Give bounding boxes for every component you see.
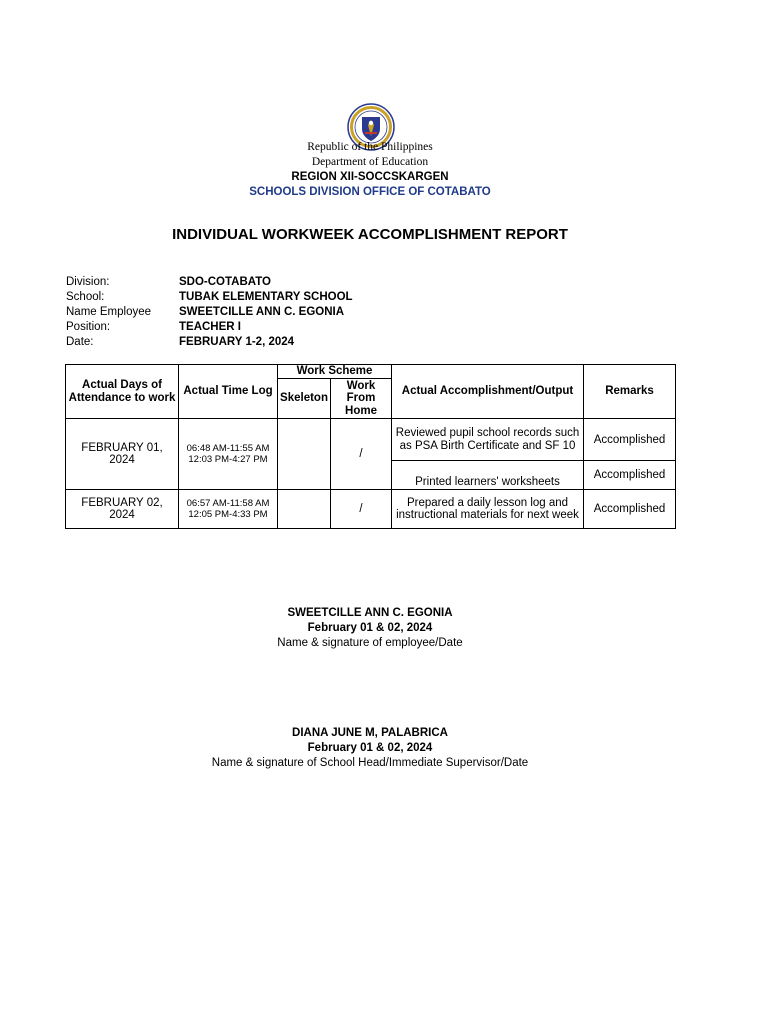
- info-value: TUBAK ELEMENTARY SCHOOL: [179, 291, 353, 303]
- employee-signature-block: [0, 606, 740, 651]
- signatory-name: SWEETCILLE ANN C. EGONIA: [287, 607, 453, 619]
- header-remarks: Remarks: [584, 365, 676, 419]
- info-value: FEBRUARY 1-2, 2024: [179, 336, 295, 348]
- header-work-scheme: Work Scheme: [278, 365, 392, 379]
- signatory-caption: Name & signature of School Head/Immediate Supervisor/Date: [211, 757, 529, 769]
- signatory-name: DIANA JUNE M, PALABRICA: [292, 727, 448, 739]
- info-row-date: [66, 335, 353, 350]
- info-label: Date:: [66, 336, 94, 348]
- info-value: TEACHER I: [179, 321, 241, 333]
- cell-wfh: /: [331, 490, 392, 529]
- cell-skeleton: [278, 490, 331, 529]
- time-pm: 12:05 PM-4:33 PM: [188, 509, 268, 520]
- table-row: [66, 490, 676, 529]
- signatory-date: February 01 & 02, 2024: [307, 742, 433, 754]
- info-label: Division:: [66, 276, 110, 288]
- table-row: [66, 419, 676, 461]
- info-row-position: [66, 320, 353, 335]
- header-region: REGION XII-SOCCSKARGEN: [291, 171, 449, 183]
- signatory-date: February 01 & 02, 2024: [307, 622, 433, 634]
- cell-date: FEBRUARY 01, 2024: [66, 419, 179, 490]
- info-label: School:: [66, 291, 105, 303]
- accomplishment-table: [65, 364, 676, 529]
- info-label: Name Employee: [66, 306, 152, 318]
- table-header-row: [66, 365, 676, 379]
- header-accomplishment: Actual Accomplishment/Output: [392, 365, 584, 419]
- employee-info: [66, 275, 353, 350]
- header-wfh: Work From Home: [331, 379, 392, 419]
- cell-accomplishment: Printed learners' worksheets: [392, 461, 584, 490]
- report-title: INDIVIDUAL WORKWEEK ACCOMPLISHMENT REPORT: [172, 226, 568, 243]
- cell-remarks: Accomplished: [584, 419, 676, 461]
- signatory-caption: Name & signature of employee/Date: [277, 637, 463, 649]
- info-row-employee: [66, 305, 353, 320]
- cell-wfh: /: [331, 419, 392, 490]
- info-row-school: [66, 290, 353, 305]
- cell-time-log: [179, 419, 278, 490]
- header-division-office: SCHOOLS DIVISION OFFICE OF COTABATO: [249, 186, 491, 198]
- header-republic: Republic of the Philippines: [307, 141, 433, 153]
- supervisor-signature-block: [0, 726, 740, 771]
- time-am: 06:48 AM-11:55 AM: [186, 443, 270, 454]
- cell-remarks: Accomplished: [584, 461, 676, 490]
- info-value: SDO-COTABATO: [179, 276, 271, 288]
- header-skeleton: Skeleton: [278, 379, 331, 419]
- cell-time-log: [179, 490, 278, 529]
- info-value: SWEETCILLE ANN C. EGONIA: [179, 306, 345, 318]
- cell-accomplishment: Prepared a daily lesson log and instructional materials for next week: [392, 490, 584, 529]
- info-row-division: [66, 275, 353, 290]
- cell-skeleton: [278, 419, 331, 490]
- time-am: 06:57 AM-11:58 AM: [186, 498, 270, 509]
- cell-date: FEBRUARY 02, 2024: [66, 490, 179, 529]
- cell-accomplishment: Reviewed pupil school records such as PSA Birth Certificate and SF 10: [392, 419, 584, 461]
- info-label: Position:: [66, 321, 111, 333]
- header-time-log: Actual Time Log: [179, 365, 278, 419]
- cell-remarks: Accomplished: [584, 490, 676, 529]
- time-pm: 12:03 PM-4:27 PM: [188, 454, 268, 465]
- header-days: Actual Days of Attendance to work: [66, 365, 179, 419]
- header-department: Department of Education: [311, 156, 429, 168]
